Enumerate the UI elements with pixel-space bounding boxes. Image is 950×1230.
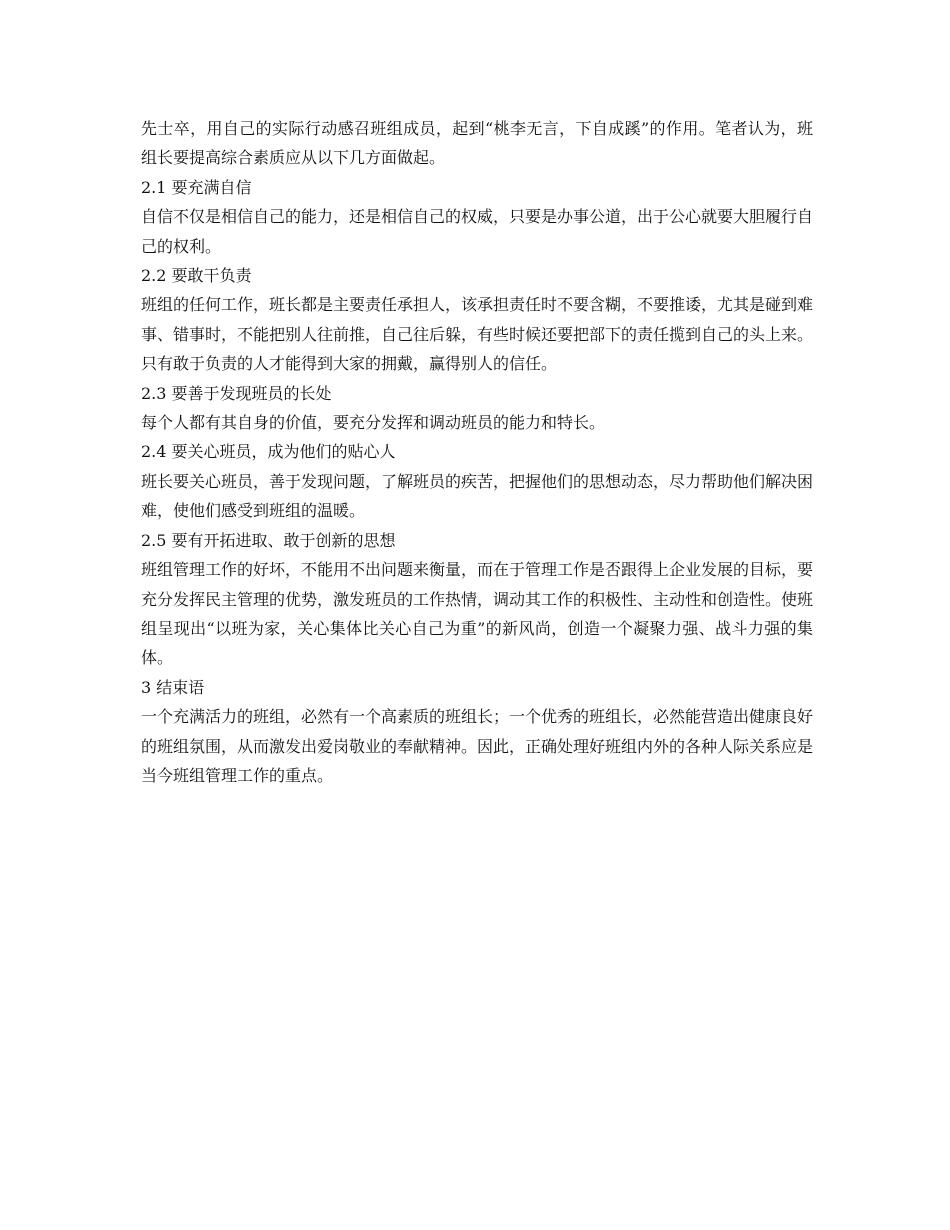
body-paragraph-2-3: 每个人都有其自身的价值，要充分发挥和调动班员的能力和特长。 xyxy=(141,413,606,433)
document-body xyxy=(141,114,813,790)
body-paragraph-2-5: 班组管理工作的好坏，不能用不出问题来衡量，而在于管理工作是否跟得上企业发展的目标，要充分发挥民主管理的优势，激发班员的工作热情，调动其工作的积极性、主动性和创造性。使班组呈现出“以班为家，关心集体比关心自己为重”的新风尚，创造一个凝聚力强、战斗力强的集体。 xyxy=(141,560,814,668)
body-paragraph-2-2: 班组的任何工作，班长都是主要责任承担人，该承担责任时不要含糊，不要推诿，尤其是碰到难事、错事时，不能把别人往前推，自己往后躲，有些时候还要把部下的责任揽到自己的头上来。只有敢于负责的人才能得到大家的拥戴，赢得别人的信任。 xyxy=(141,295,814,374)
section-heading-2-3: 2.3 要善于发现班员的长处 xyxy=(141,383,332,403)
section-heading-2-1: 2.1 要充满自信 xyxy=(141,177,252,197)
section-heading-2-4: 2.4 要关心班员，成为他们的贴心人 xyxy=(141,442,396,462)
body-paragraph-2-1: 自信不仅是相信自己的能力，还是相信自己的权威，只要是办事公道，出于公心就要大胆履行自己的权利。 xyxy=(141,207,814,256)
section-heading-2-5: 2.5 要有开拓进取、敢于创新的思想 xyxy=(141,530,396,550)
body-paragraph-2-4: 班长要关心班员，善于发现问题，了解班员的疾苦，把握他们的思想动态，尽力帮助他们解决困难，使他们感受到班组的温暖。 xyxy=(141,471,814,521)
section-heading-2-2: 2.2 要敢干负责 xyxy=(141,266,252,286)
body-paragraph-intro: 先士卒，用自己的实际行动感召班组成员，起到“桃李无言，下自成蹊”的作用。笔者认为，班组长要提高综合素质应从以下几方面做起。 xyxy=(141,119,813,168)
section-heading-3: 3 结束语 xyxy=(141,677,205,697)
body-paragraph-conclusion: 一个充满活力的班组，必然有一个高素质的班组长；一个优秀的班组长，必然能营造出健康良好的班组氛围，从而激发出爱岗敬业的奉献精神。因此，正确处理好班组内外的各种人际关系应是当今班组管理工作的重点。 xyxy=(141,707,814,785)
